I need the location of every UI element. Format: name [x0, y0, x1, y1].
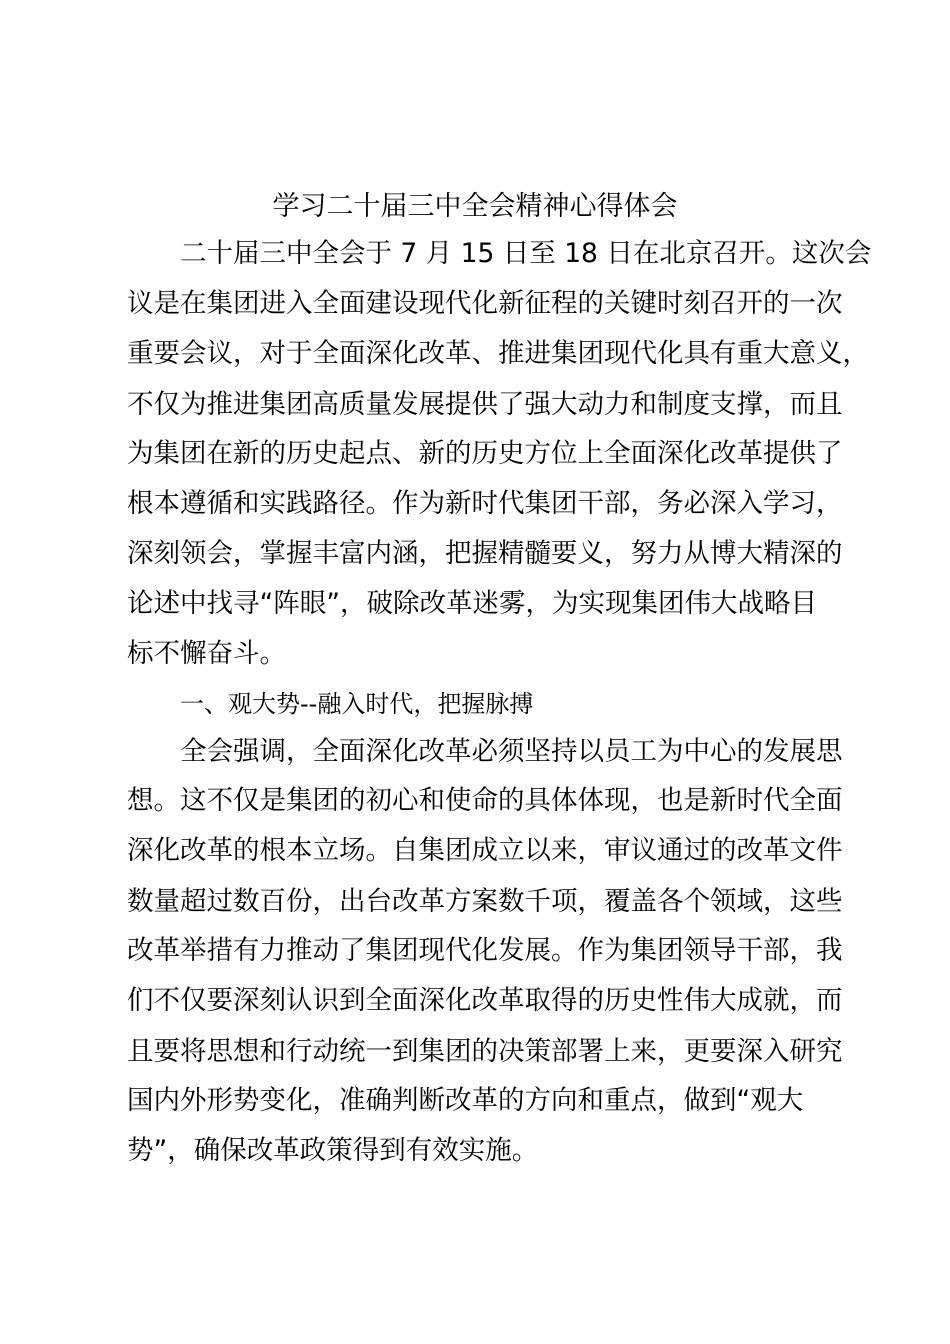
paragraph-2-line-3: 深化改革的根本立场。自集团成立以来，审议通过的改革文件	[127, 835, 843, 866]
paragraph-2-line-9: 势”，确保改革政策得到有效实施。	[127, 1135, 539, 1166]
paragraph-1-line-1: 二十届三中全会于 7 月 15 日至 18 日在北京召开。这次会	[180, 238, 872, 269]
paragraph-1-line-3: 重要会议，对于全面深化改革、推进集团现代化具有重大意义，	[127, 338, 869, 369]
paragraph-1-line-7: 深刻领会，掌握丰富内涵，把握精髓要义，努力从博大精深的	[127, 538, 843, 569]
paragraph-1-line-4: 不仅为推进集团高质量发展提供了强大动力和制度支撑，而且	[127, 389, 843, 420]
paragraph-1-line-6: 根本遵循和实践路径。作为新时代集团干部，务必深入学习，	[127, 488, 843, 519]
paragraph-2-line-4: 数量超过数百份，出台改革方案数千项，覆盖各个领域，这些	[127, 886, 843, 917]
paragraph-1-line-2: 议是在集团进入全面建设现代化新征程的关键时刻召开的一次	[127, 288, 843, 319]
paragraph-1-line-5: 为集团在新的历史起点、新的历史方位上全面深化改革提供了	[127, 438, 843, 469]
paragraph-2-line-2: 想。这不仅是集团的初心和使命的具体体现，也是新时代全面	[127, 785, 843, 816]
paragraph-2-line-1: 全会强调，全面深化改革必须坚持以员工为中心的发展思	[180, 736, 843, 767]
section-1-heading: 一、观大势--融入时代，把握脉搏	[180, 690, 534, 718]
document-title: 学习二十届三中全会精神心得体会	[272, 191, 678, 222]
paragraph-1-line-9: 标不懈奋斗。	[127, 638, 286, 669]
paragraph-1-line-8: 论述中找寻“阵眼”，破除改革迷雾，为实现集团伟大战略目	[127, 588, 817, 619]
paragraph-2-line-6: 们不仅要深刻认识到全面深化改革取得的历史性伟大成就，而	[127, 985, 843, 1016]
paragraph-2-line-7: 且要将思想和行动统一到集团的决策部署上来，更要深入研究	[127, 1036, 843, 1067]
paragraph-2-line-8: 国内外形势变化，准确判断改革的方向和重点，做到“观大	[127, 1085, 804, 1116]
paragraph-2-line-5: 改革举措有力推动了集团现代化发展。作为集团领导干部，我	[127, 935, 843, 966]
